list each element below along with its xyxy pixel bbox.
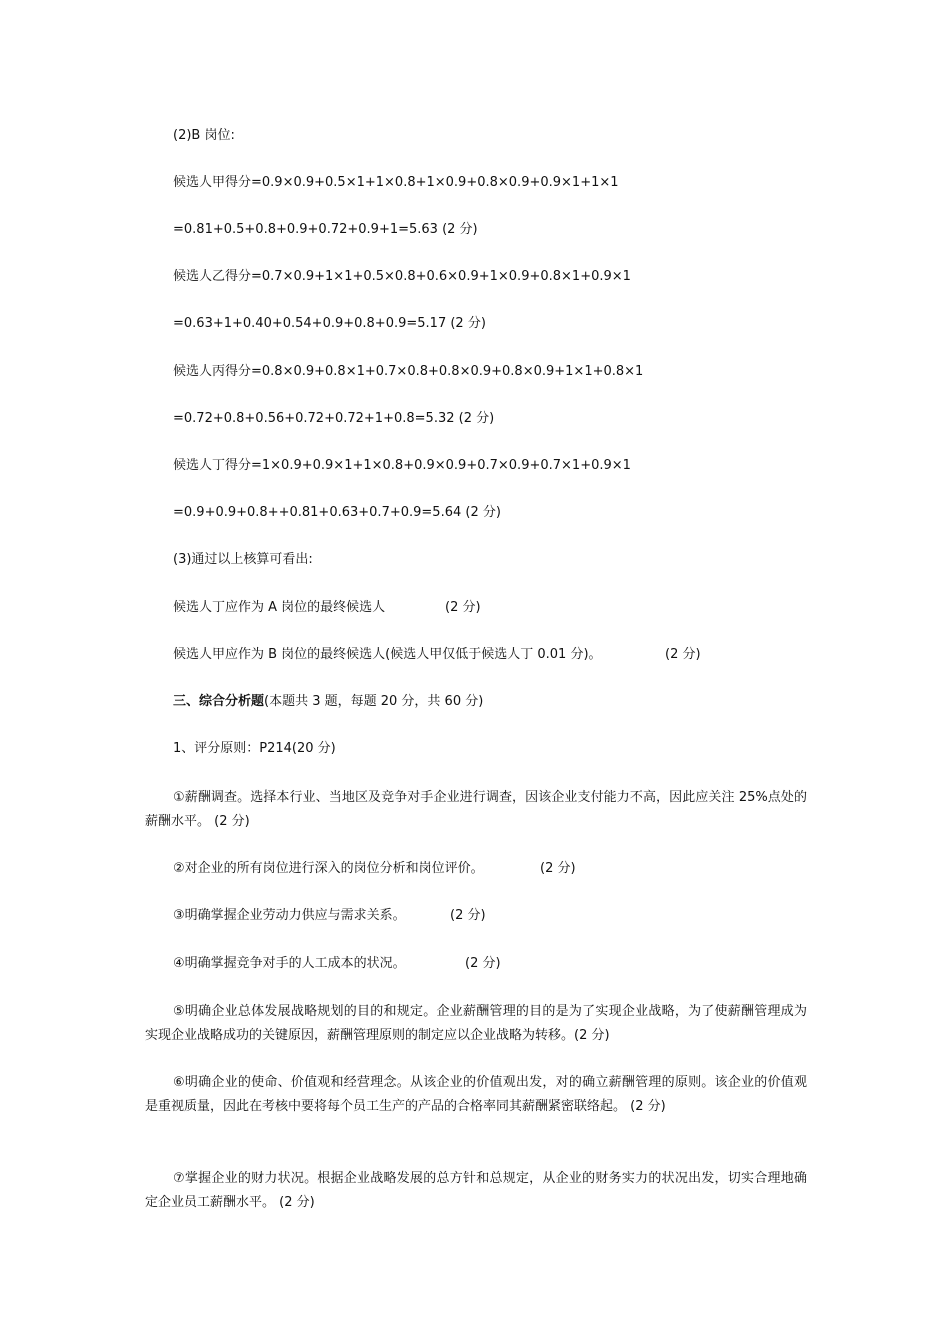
candidate-jia-formula: 候选人甲得分=0.9×0.9+0.5×1+1×0.8+1×0.9+0.8×0.9+0.9×1+1×1 xyxy=(173,175,619,190)
principle-4-score: (2 分) xyxy=(465,956,501,971)
principle-7: ⑦掌握企业的财力状况。根据企业战略发展的总方针和总规定，从企业的财务实力的状况出发，切实合理地确定企业员工薪酬水平。 (2 分) xyxy=(145,1171,807,1210)
conclusion-heading: (3)通过以上核算可看出: xyxy=(173,552,313,567)
candidate-jia-result: =0.81+0.5+0.8+0.9+0.72+0.9+1=5.63 (2 分) xyxy=(173,222,478,237)
principle-3-text: ③明确掌握企业劳动力供应与需求关系。 xyxy=(173,908,406,923)
candidate-ding-result: =0.9+0.9+0.8++0.81+0.63+0.7+0.9=5.64 (2 分) xyxy=(173,505,501,520)
section-b-heading: (2)B 岗位: xyxy=(173,128,235,143)
principle-1: ①薪酬调查。选择本行业、当地区及竞争对手企业进行调查，因该企业支付能力不高，因此应关注 25%点处的薪酬水平。 (2 分) xyxy=(145,790,807,829)
conclusion-b-text: 候选人甲应作为 B 岗位的最终候选人(候选人甲仅低于候选人丁 0.01 分)。 xyxy=(173,647,602,662)
principle-4-text: ④明确掌握竞争对手的人工成本的状况。 xyxy=(173,956,406,971)
section-three-title: 三、综合分析题 xyxy=(173,694,265,709)
section-three-note: (本题共 3 题，每题 20 分，共 60 分) xyxy=(264,694,484,709)
principle-2-text: ②对企业的所有岗位进行深入的岗位分析和岗位评价。 xyxy=(173,861,484,876)
section-three-heading xyxy=(173,694,483,710)
candidate-ding-formula: 候选人丁得分=1×0.9+0.9×1+1×0.8+0.9×0.9+0.7×0.9+0.7×1+0.9×1 xyxy=(173,458,631,473)
principle-6: ⑥明确企业的使命、价值观和经营理念。从该企业的价值观出发，对的确立薪酬管理的原则。该企业的价值观是重视质量，因此在考核中要将每个员工生产的产品的合格率同其薪酬紧密联络起。 (2 分) xyxy=(145,1075,807,1114)
candidate-bing-result: =0.72+0.8+0.56+0.72+0.72+1+0.8=5.32 (2 分) xyxy=(173,411,495,426)
candidate-bing-formula: 候选人丙得分=0.8×0.9+0.8×1+0.7×0.8+0.8×0.9+0.8×0.9+1×1+0.8×1 xyxy=(173,364,644,379)
candidate-yi-result: =0.63+1+0.40+0.54+0.9+0.8+0.9=5.17 (2 分) xyxy=(173,316,486,331)
question-1-heading: 1、评分原则：P214(20 分) xyxy=(173,741,336,756)
conclusion-a-score: (2 分) xyxy=(445,600,481,615)
principle-3-score: (2 分) xyxy=(450,908,486,923)
conclusion-b-score: (2 分) xyxy=(665,647,701,662)
principle-2-score: (2 分) xyxy=(540,861,576,876)
principle-5: ⑤明确企业总体发展战略规划的目的和规定。企业薪酬管理的目的是为了实现企业战略，为了使薪酬管理成为实现企业战略成功的关键原因，薪酬管理原则的制定应以企业战略为转移。(2 分) xyxy=(145,1004,807,1043)
conclusion-a-text: 候选人丁应作为 A 岗位的最终候选人 xyxy=(173,600,386,615)
candidate-yi-formula: 候选人乙得分=0.7×0.9+1×1+0.5×0.8+0.6×0.9+1×0.9+0.8×1+0.9×1 xyxy=(173,269,631,284)
